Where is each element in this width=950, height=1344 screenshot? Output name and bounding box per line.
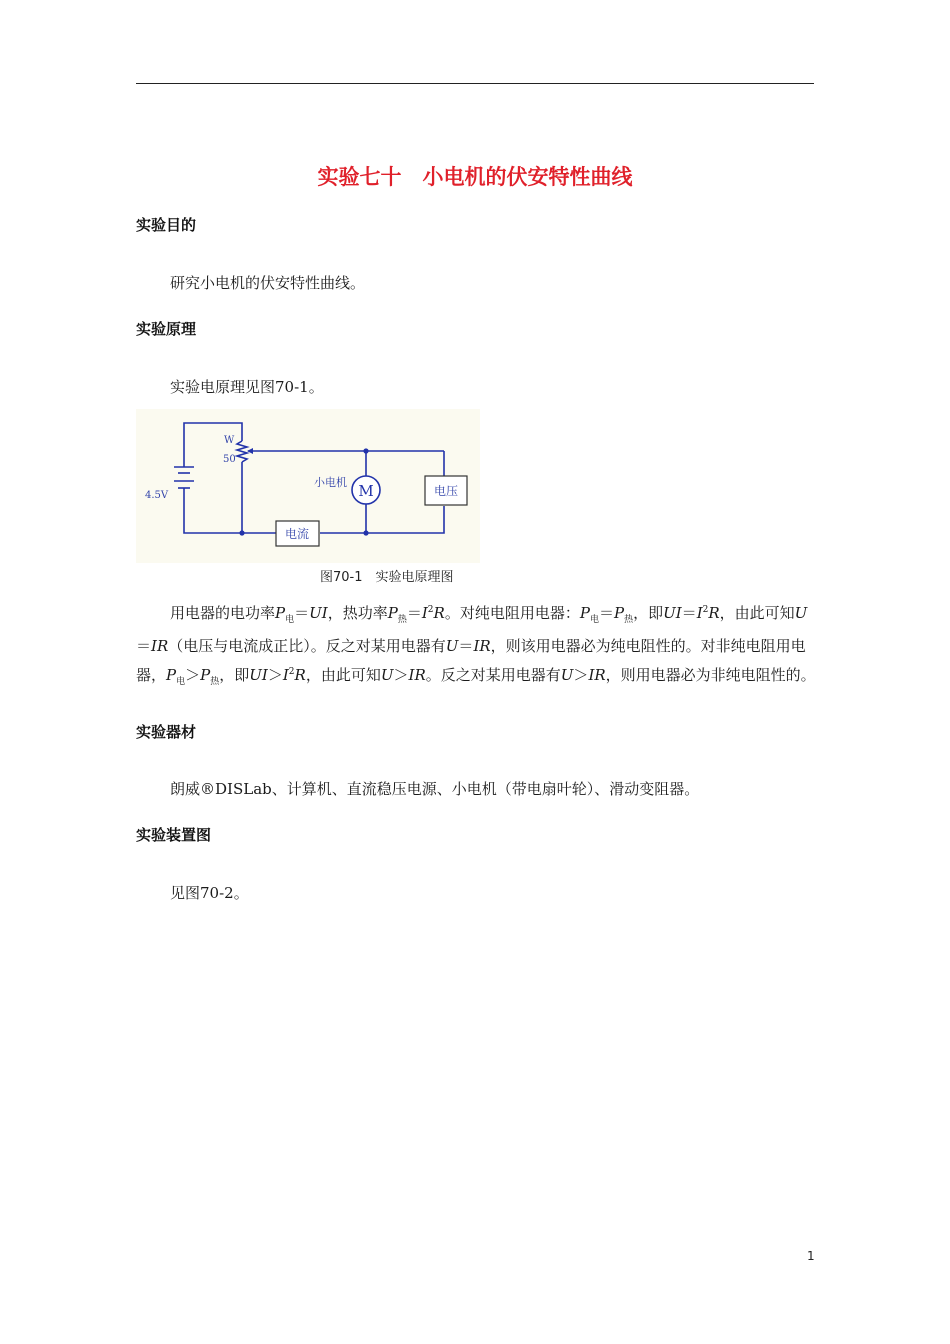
figure-caption: 图70-1 实验电原理图 — [320, 570, 454, 585]
junction-dot — [363, 530, 368, 535]
voltage-sensor-label: 电压 — [433, 484, 459, 498]
rheostat-value: 50 — [223, 454, 236, 465]
motor-letter: M — [358, 482, 374, 500]
header-rule — [136, 83, 814, 84]
page-title: 实验七十 小电机的伏安特性曲线 — [317, 165, 633, 189]
explanation-text: 用电器的电功率$P_电=UI$，热功率$P_热=I^2R$。对纯电阻用电器：$P_电=P_热$，即$UI=I^2R$，由此可知U＝IR（电压与电流成正比）。反之对某用电器有U＝IR，则该用电器必为纯电阻性的。对非纯电阻用电器，$P_电>P_热$，即$UI>I^2R$，由此可知U＞IR。反之对某用电器有U＞IR，则用电器必为非纯电阻性的。 — [136, 604, 816, 687]
heading-equipment: 实验器材 — [136, 723, 197, 741]
equipment-text: 朗威®DISLab、计算机、直流稳压电源、小电机（带电扇叶轮）、滑动变阻器。 — [170, 780, 700, 798]
battery-label: 4.5V — [145, 490, 169, 501]
rheostat-zigzag — [237, 441, 247, 462]
page-number: 1 — [807, 1249, 815, 1263]
setup-text: 见图70-2。 — [170, 884, 249, 902]
circuit-diagram — [136, 409, 480, 563]
purpose-text: 研究小电机的伏安特性曲线。 — [170, 274, 366, 292]
circuit-svg — [136, 409, 480, 563]
rheostat-label: W — [224, 435, 235, 446]
heading-principle: 实验原理 — [136, 320, 197, 338]
current-sensor-label: 电流 — [284, 527, 310, 541]
junction-dot — [239, 530, 244, 535]
heading-purpose: 实验目的 — [136, 216, 197, 234]
motor-label: 小电机 — [314, 476, 347, 489]
heading-setup: 实验装置图 — [136, 826, 212, 844]
principle-text: 实验电原理见图70-1。 — [170, 378, 324, 396]
wire-left-bottom — [184, 497, 276, 533]
junction-dot — [363, 448, 368, 453]
explanation-paragraph — [136, 597, 816, 695]
